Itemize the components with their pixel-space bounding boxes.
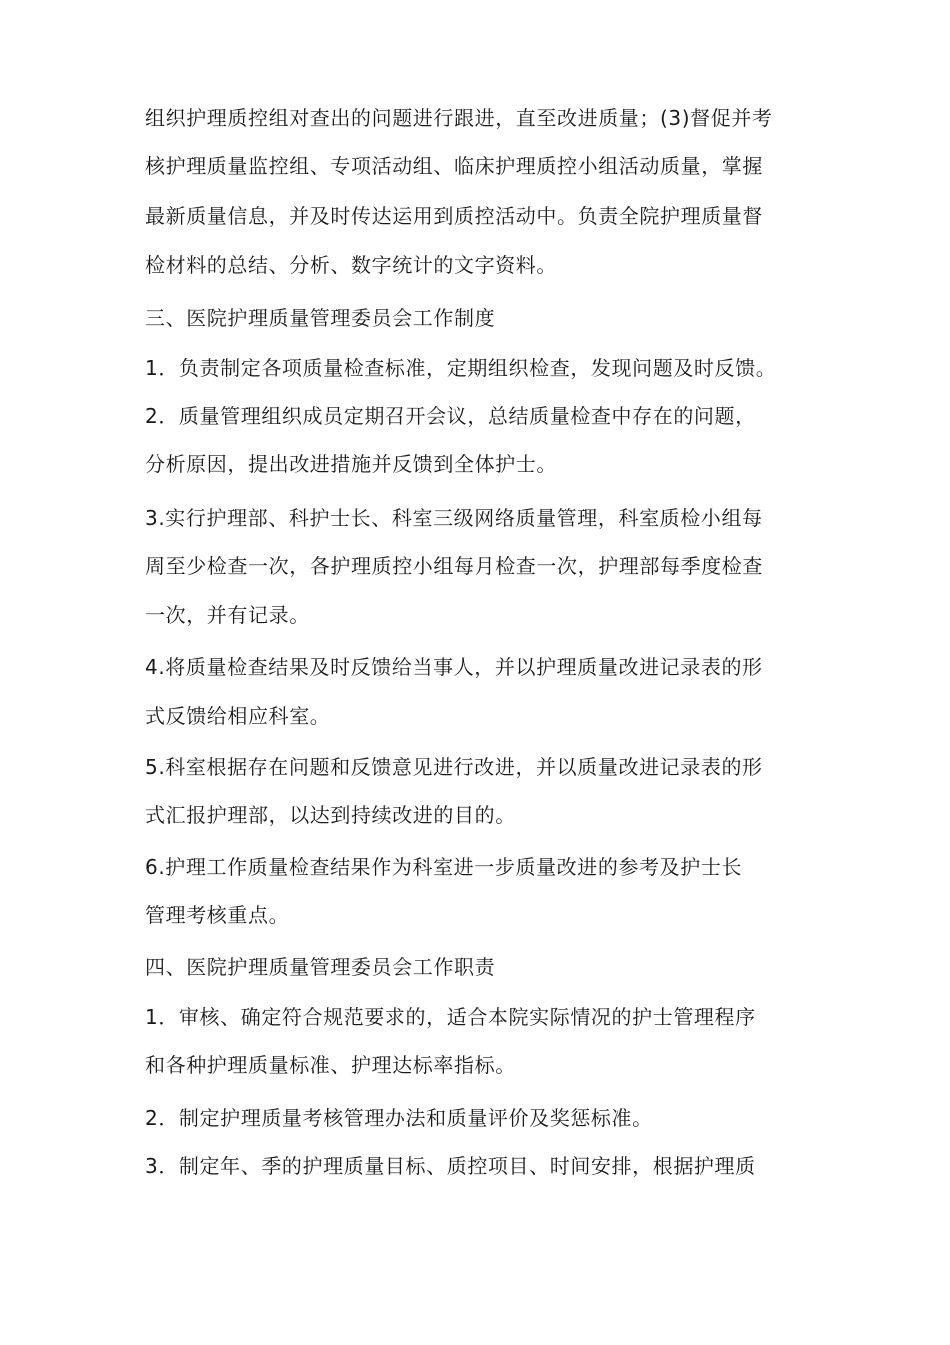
text-line: 3.实行护理部、科护士长、科室三级网络质量管理，科室质检小组每 xyxy=(145,506,763,530)
text-line: 3．制定年、季的护理质量目标、质控项目、时间安排，根据护理质 xyxy=(145,1154,756,1178)
section-heading: 三、医院护理质量管理委员会工作制度 xyxy=(145,306,496,330)
text-line: 周至少检查一次，各护理质控小组每月检查一次，护理部每季度检查 xyxy=(145,554,763,578)
text-line: 1．审核、确定符合规范要求的，适合本院实际情况的护士管理程序 xyxy=(145,1005,756,1029)
text-line: 6.护理工作质量检查结果作为科室进一步质量改进的参考及护士长 xyxy=(145,855,743,879)
text-line: 2．制定护理质量考核管理办法和质量评价及奖惩标准。 xyxy=(145,1106,653,1130)
text-line: 管理考核重点。 xyxy=(145,903,290,927)
text-line: 5.科室根据存在问题和反馈意见进行改进，并以质量改进记录表的形 xyxy=(145,755,763,779)
text-line: 4.将质量检查结果及时反馈给当事人，并以护理质量改进记录表的形 xyxy=(145,655,763,679)
text-line: 式反馈给相应科室。 xyxy=(145,704,331,728)
text-line: 和各种护理质量标准、护理达标率指标。 xyxy=(145,1053,516,1077)
text-line: 核护理质量监控组、专项活动组、临床护理质控小组活动质量，掌握 xyxy=(145,154,763,178)
text-line: 分析原因，提出改进措施并反馈到全体护士。 xyxy=(145,452,557,476)
section-heading: 四、医院护理质量管理委员会工作职责 xyxy=(145,955,496,979)
text-line: 组织护理质控组对查出的问题进行跟进，直至改进质量；(3)督促并考 xyxy=(145,106,773,130)
text-line: 最新质量信息，并及时传达运用到质控活动中。负责全院护理质量督 xyxy=(145,204,763,228)
text-line: 2．质量管理组织成员定期召开会议，总结质量检查中存在的问题， xyxy=(145,404,756,428)
text-line: 检材料的总结、分析、数字统计的文字资料。 xyxy=(145,253,557,277)
text-line: 一次，并有记录。 xyxy=(145,603,310,627)
text-line: 式汇报护理部，以达到持续改进的目的。 xyxy=(145,803,516,827)
text-line: 1．负责制定各项质量检查标准，定期组织检查，发现问题及时反馈。 xyxy=(145,356,777,380)
